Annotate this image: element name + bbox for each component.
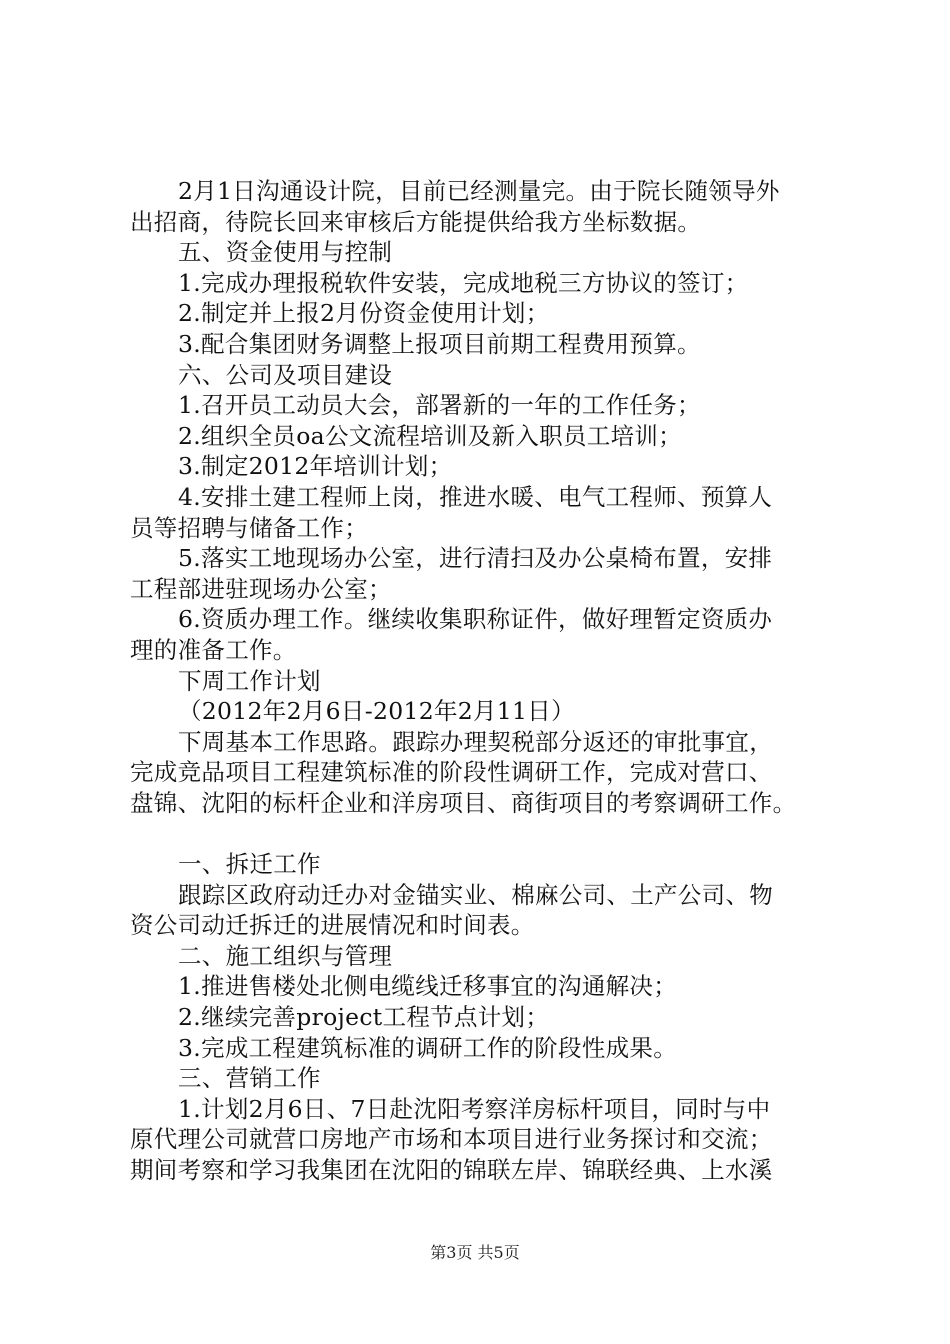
text-line: 2月1日沟通设计院，目前已经测量完。由于院长随领导外 [178, 177, 780, 205]
text-line: 资公司动迁拆迁的进展情况和时间表。 [130, 911, 535, 940]
text-line: 出招商，待院长回来审核后方能提供给我方坐标数据。 [130, 207, 702, 236]
text-line: 下周基本工作思路。跟踪办理契税部分返还的审批事宜， [178, 727, 773, 756]
text-line: 六、公司及项目建设 [178, 360, 393, 389]
text-line: 理的准备工作。 [130, 635, 297, 664]
text-line: 3.完成工程建筑标准的调研工作的阶段性成果。 [178, 1033, 678, 1062]
text-line: 一、拆迁工作 [178, 850, 321, 879]
text-line: 1.召开员工动员大会，部署新的一年的工作任务； [178, 391, 701, 420]
document-body [130, 176, 830, 1186]
text-line: 3.制定2012年培训计划； [178, 452, 453, 481]
page-footer: 第3页 共5页 [430, 1243, 520, 1262]
blank-line [130, 818, 830, 849]
text-line: 1.计划2月6日、7日赴沈阳考察洋房标杆项目，同时与中 [178, 1094, 771, 1123]
text-line: 6.资质办理工作。继续收集职称证件，做好理暂定资质办 [178, 605, 773, 634]
text-line: 完成竞品项目工程建筑标准的阶段性调研工作，完成对营口、 [130, 758, 773, 787]
text-line: 跟踪区政府动迁办对金锚实业、棉麻公司、土产公司、物 [178, 880, 773, 909]
text-line: 期间考察和学习我集团在沈阳的锦联左岸、锦联经典、上水溪 [130, 1156, 773, 1184]
text-line: 下周工作计划 [178, 666, 321, 695]
text-line: 工程部进驻现场办公室； [130, 574, 392, 603]
text-line: 三、营销工作 [178, 1064, 321, 1093]
text-line: 原代理公司就营口房地产市场和本项目进行业务探讨和交流； [130, 1125, 773, 1154]
text-line: 5.落实工地现场办公室，进行清扫及办公桌椅布置，安排 [178, 544, 773, 573]
text-line: 员等招聘与储备工作； [130, 513, 368, 542]
text-line: （2012年2月6日-2012年2月11日） [178, 697, 575, 726]
text-line: 2.制定并上报2月份资金使用计划； [178, 299, 550, 328]
text-line: 3.配合集团财务调整上报项目前期工程费用预算。 [178, 329, 701, 358]
text-line: 五、资金使用与控制 [178, 238, 393, 267]
text-line: 2.组织全员oa公文流程培训及新入职员工培训； [178, 421, 682, 450]
text-line: 盘锦、沈阳的标杆企业和洋房项目、商街项目的考察调研工作。 [130, 788, 797, 817]
text-line: 4.安排土建工程师上岗，推进水暖、电气工程师、预算人 [178, 482, 773, 511]
text-line: 1.完成办理报税软件安装，完成地税三方协议的签订； [178, 268, 749, 297]
text-line: 二、施工组织与管理 [178, 941, 393, 970]
text-line: 2.继续完善project工程节点计划； [178, 1003, 550, 1032]
text-line: 1.推进售楼处北侧电缆线迁移事宜的沟通解决； [178, 972, 678, 1001]
